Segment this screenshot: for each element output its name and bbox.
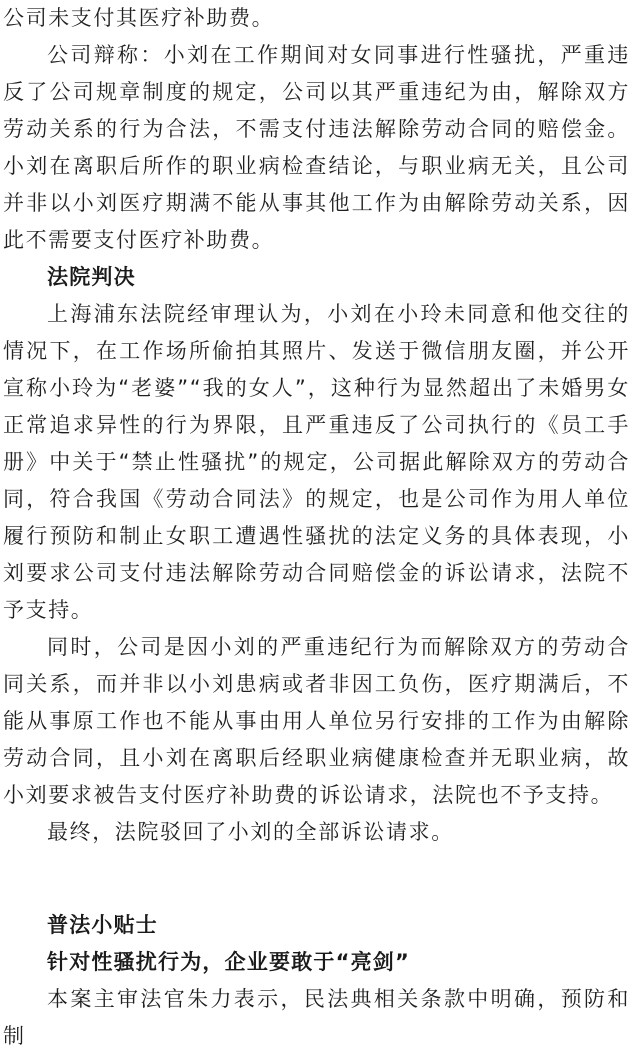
heading-court-judgment: 法院判决 — [47, 265, 136, 289]
paragraph-medical-subsidy: 同时，公司是因小刘的严重违纪行为而解除双方的劳动合同关系，而并非以小刘患病或者非因工负伤，医疗期满后，不能从事原工作也不能从事由用人单位另行安排的工作为由解除劳动合同，且小刘在离职后经职业病健康检查并无职业病，故小刘要求被告支付医疗补助费的诉讼请求，法院也不予支持。 — [3, 635, 630, 807]
heading-tips-subtitle: 针对性骚扰行为，企业要敢于“亮剑” — [47, 950, 411, 974]
paragraph-company-argument: 公司辩称：小刘在工作期间对女同事进行性骚扰，严重违反了公司规章制度的规定，公司以其严重违纪为由，解除双方劳动关系的行为合法，不需支付违法解除劳动合同的赔偿金。小刘在离职后所作的职业病检查结论，与职业病无关，且公司并非以小刘医疗期满不能从事其他工作为由解除劳动关系，因此不需要支付医疗补助费。 — [3, 43, 630, 252]
paragraph-court-reasoning: 上海浦东法院经审理认为，小刘在小玲未同意和他交往的情况下，在工作场所偷拍其照片、发送于微信朋友圈，并公开宣称小玲为“老婆”“我的女人”，这种行为显然超出了未婚男女正常追求异性的行为界限，且严重违反了公司执行的《员工手册》中关于“禁止性骚扰”的规定，公司据此解除双方的劳动合同，符合我国《劳动合同法》的规定，也是公司作为用人单位履行预防和制止女职工遭遇性骚扰的法定义务的具体表现，小刘要求公司支付违法解除劳动合同赔偿金的诉讼请求，法院不予支持。 — [3, 302, 630, 622]
heading-legal-tips: 普法小贴士 — [47, 913, 158, 937]
section-spacer — [3, 851, 630, 907]
paragraph-final-ruling: 最终，法院驳回了小刘的全部诉讼请求。 — [47, 820, 454, 844]
paragraph-company-unpaid: 公司未支付其医疗补助费。 — [3, 6, 275, 30]
paragraph-judge-statement: 本案主审法官朱力表示，民法典相关条款中明确，预防和制 — [3, 987, 630, 1048]
